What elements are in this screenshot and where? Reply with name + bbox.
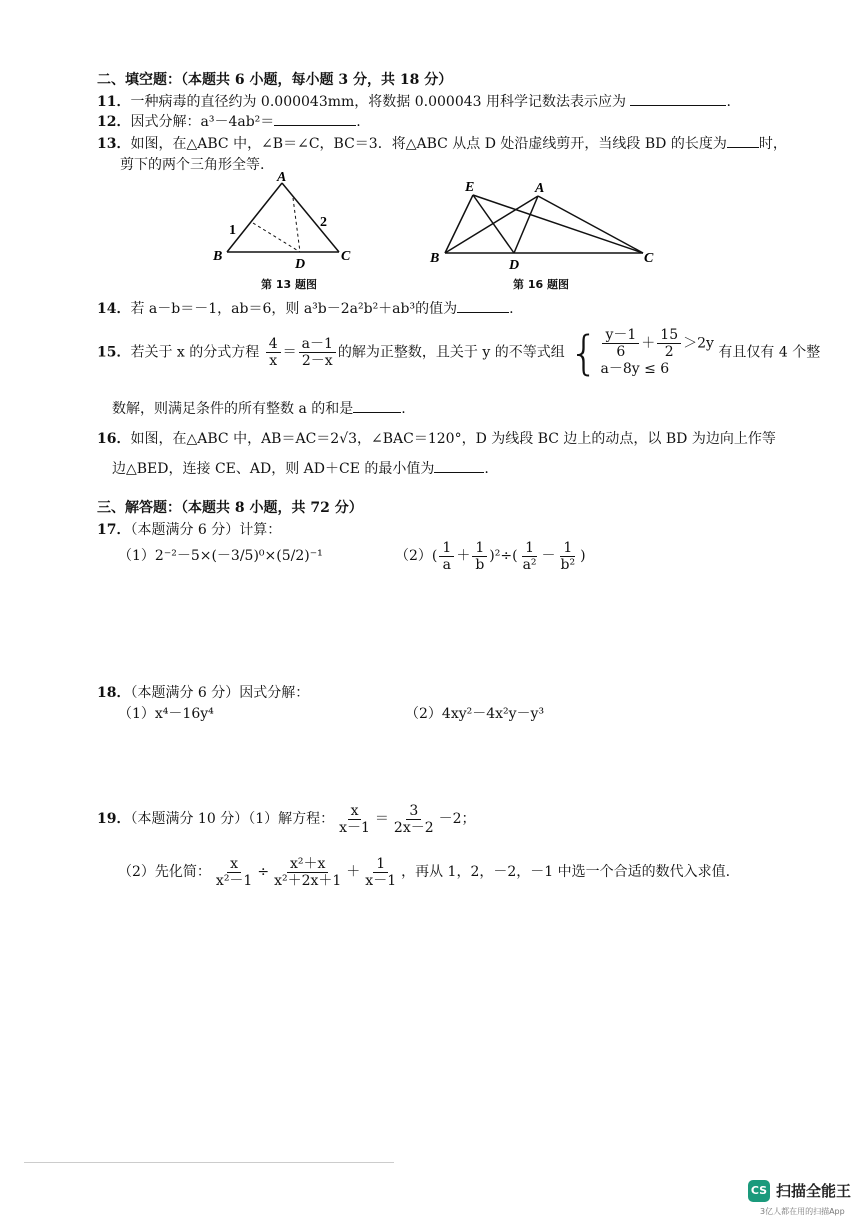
fig16-caption: 第 16 题图: [513, 278, 569, 291]
q12-number: 12．: [97, 114, 131, 130]
fig16-label-b: B: [430, 251, 440, 266]
footer-divider: [24, 1162, 394, 1163]
fig16-side-ed: [473, 195, 514, 253]
q12-end: .: [356, 114, 361, 130]
q15-fraction-a-minus-1: $\frac{a-1}{2-x}$: [299, 336, 336, 369]
camscanner-brand: 扫描全能王: [776, 1182, 852, 1200]
q14-answer-blank: [457, 298, 509, 313]
section-solve-heading: 三、解答题：（本题共 8 小题，共 72 分）: [97, 500, 363, 516]
fig13-label-c: C: [341, 249, 351, 264]
q12-answer-blank: [274, 111, 356, 126]
q11-end: .: [726, 94, 731, 110]
fig16-side-ac: [538, 196, 643, 253]
question-19-part1: 19．（本题满分 10 分）（1）解方程： $\frac{x}{x-1}$ ＝ $\frac{3}{2x-2}$ －2；: [97, 802, 476, 836]
q11-answer-blank: [630, 91, 726, 106]
question-17-part1: （1）2⁻²－5×(－3/5)⁰×(5/2)⁻¹: [118, 548, 323, 564]
fig16-segment-ce: [473, 195, 643, 253]
q14-number: 14．: [97, 301, 131, 317]
fig13-label-2: 2: [320, 215, 327, 230]
q13-number: 13．: [97, 136, 131, 152]
question-16-line1: 16．如图，在△ABC 中，AB＝AC＝2√3，∠BAC＝120°，D 为线段 BC 边上的动点，以 BD 为边向上作等: [97, 431, 776, 447]
fig13-side-ac: [282, 183, 339, 252]
fig13-label-a: A: [277, 170, 287, 185]
question-18-part2: （2）4xy²－4x²y－y³: [405, 706, 545, 722]
question-11: [97, 91, 731, 112]
question-15-line2: 数解，则满足条件的所有整数 a 的和是 .: [112, 398, 406, 419]
q13-line1-end: 时，: [758, 136, 787, 152]
fig16-label-d: D: [509, 258, 520, 271]
fig13-dashed-cut-2: [253, 223, 300, 252]
q14-text: 若 a－b＝－1，ab＝6，则 a³b－2a²b²＋ab³的值为: [130, 301, 458, 317]
fig16-label-a: A: [535, 181, 545, 196]
question-12: [97, 111, 361, 132]
q14-end: .: [509, 301, 514, 317]
camscanner-logo-icon: CS: [748, 1180, 770, 1202]
fig13-label-b: B: [213, 249, 223, 264]
section-fill-in-heading: 二、填空题：（本题共 6 小题，每小题 3 分，共 18 分）: [97, 72, 453, 88]
fig13-label-d: D: [295, 257, 306, 268]
q15-inequality-system: { $\frac{y-1}{6}$ ＋ $\frac{15}{2}$ ＞2y a－8y ≤ 6: [569, 325, 714, 380]
q15-mid: 的解为正整数，且关于 y 的不等式组: [337, 344, 565, 361]
q11-text: 一种病毒的直径约为 0.000043mm，将数据 0.000043 用科学记数法表示应为: [130, 94, 626, 110]
question-15-line1: 15．若关于 x 的分式方程 $\frac{4}{x}$ ＝ $\frac{a-1}{2-x}$ 的解为正整数，且关于 y 的不等式组 { $\frac{y-1}{6}$ ＋ $\frac{15}{2}$ ＞2y a－8y ≤ 6 有且仅有 4 个整: [97, 325, 821, 380]
figure-13-triangle: [205, 168, 365, 268]
question-14: [97, 298, 514, 319]
q15-post: 有且仅有 4 个整: [718, 344, 821, 361]
q12-text: 因式分解：a³－4ab²＝: [130, 114, 275, 130]
fig13-side-ab: [227, 183, 282, 252]
fig16-label-e: E: [465, 180, 475, 195]
fig16-label-c: C: [644, 251, 654, 266]
fig13-dashed-cut-1: [293, 198, 300, 252]
q13-answer-blank: [727, 133, 759, 148]
fig13-caption: 第 13 题图: [261, 278, 317, 291]
figure-16-triangle: [425, 176, 660, 271]
question-13-line2: 剪下的两个三角形全等.: [120, 157, 265, 173]
q13-text: 如图，在△ABC 中，∠B＝∠C，BC＝3．将△ABC 从点 D 处沿虚线剪开，当线段 BD 的长度为: [130, 136, 727, 152]
question-17-heading: 17．（本题满分 6 分）计算：: [97, 522, 282, 538]
q15-answer-blank: [353, 398, 401, 413]
q15-pre: 若关于 x 的分式方程: [130, 344, 260, 361]
q15-number: 15．: [97, 344, 131, 361]
q15-sys-row2: a－8y ≤ 6: [600, 361, 670, 377]
fig16-segment-ad: [514, 196, 538, 253]
q15-fraction-4-over-x: $\frac{4}{x}$: [266, 336, 281, 369]
camscanner-slogan: 3亿人都在用的扫描App: [760, 1207, 845, 1216]
q11-number: 11．: [97, 94, 131, 110]
question-19-part2: （2）先化简： $\frac{x}{\text{x²－1}}$ ÷ $\frac{\text{x²＋x}}{\text{x²＋2x＋1}}$ ＋ $\frac{1}{x-1}$ ，再从 1，2，－2，－1 中选一个合适的数代入求值.: [118, 855, 731, 889]
q16-number: 16．: [97, 431, 131, 447]
question-13-line1: [97, 133, 787, 154]
question-18-heading: 18．（本题满分 6 分）因式分解：: [97, 685, 310, 701]
left-brace-icon: {: [569, 325, 599, 380]
question-16-line2: 边△BED，连接 CE、AD，则 AD＋CE 的最小值为 .: [112, 458, 489, 479]
q16-answer-blank: [434, 458, 484, 473]
question-17-part2: （2）( $\frac{1}{a}$ ＋ $\frac{1}{b}$ )²÷( $\frac{1}{\text{a²}}$ － $\frac{1}{\text{b²}}$ ): [395, 539, 586, 573]
fig13-label-1: 1: [229, 223, 236, 238]
question-18-part1: （1）x⁴－16y⁴: [118, 706, 214, 722]
